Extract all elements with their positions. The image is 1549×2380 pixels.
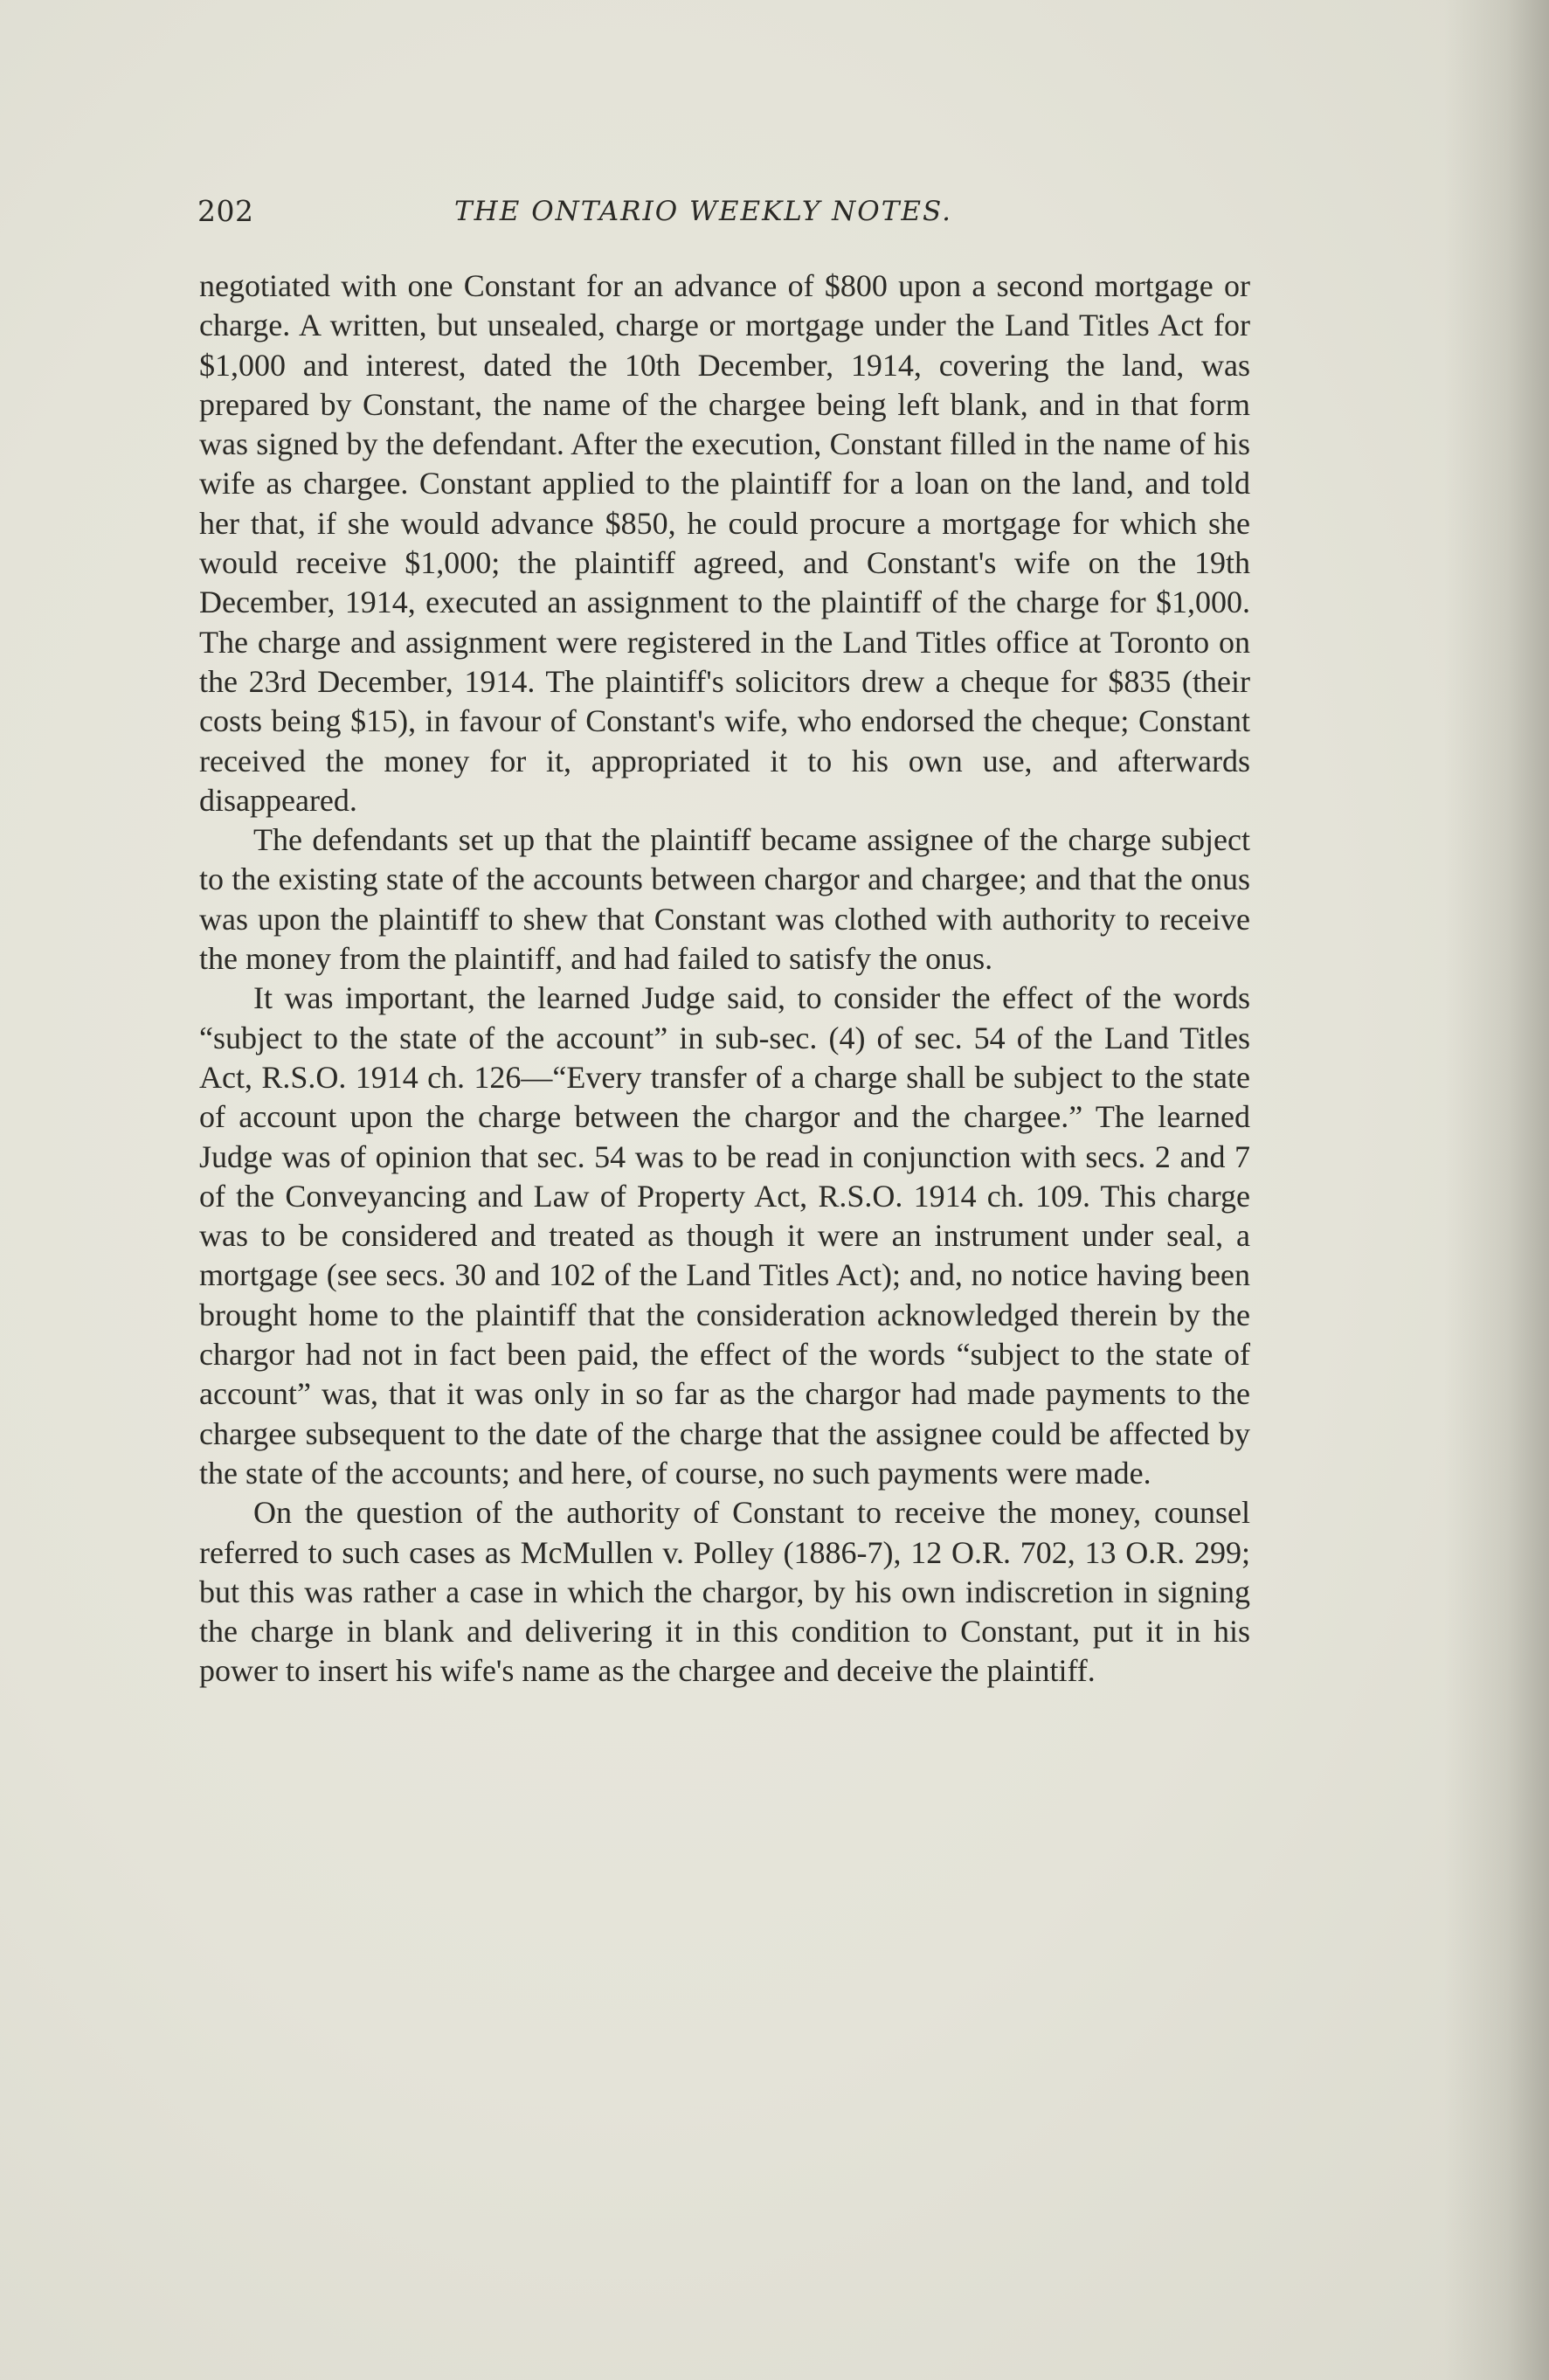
running-title: THE ONTARIO WEEKLY NOTES.	[454, 196, 952, 227]
page-header	[197, 194, 1246, 236]
page-number: 202	[197, 194, 254, 228]
paragraph-defence: The defendants set up that the plaintiff became assignee of the charge subject to the existing state of the accounts between chargor and chargee; and that the onus was upon the plaintiff to shew that Constant was clothed with authority to receive the money from the plaintiff, and had failed to satisfy the onus.	[199, 822, 1250, 977]
paragraph-judgment: It was important, the learned Judge said, to consider the effect of the words “subject to the state of the account” in sub-sec. (4) of sec. 54 of the Land Titles Act, R.S.O. 1914 ch. 126—“Every transfer of a charge shall be subject to the state of account upon the charge between the chargor and the chargee.” The learned Judge was of opinion that sec. 54 was to be read in conjunction with secs. 2 and 7 of the Conveyancing and Law of Property Act, R.S.O. 1914 ch. 109. This charge was to be considered and treated as though it were an instrument under seal, a mortgage (see secs. 30 and 102 of the Land Titles Act); and, no notice having been brought home to the plaintiff that the consideration acknowledged therein by the chargor had not in fact been paid, the effect of the words “subject to the state of account” was, that it was only in so far as the chargor had made payments to the chargee subsequent to the date of the charge that the assignee could be affected by the state of the accounts; and here, of course, no such payments were made.	[199, 980, 1250, 1491]
page-edge-shadow	[1444, 0, 1549, 2380]
body-text	[199, 266, 1250, 1692]
paragraph-authority: On the question of the authority of Constant to receive the money, counsel referred to such cases as McMullen v. Polley (1886-7), 12 O.R. 702, 13 O.R. 299; but this was rather a case in which the chargor, by his own indiscretion in signing the charge in blank and delivering it in this condition to Constant, put it in his power to insert his wife's name as the chargee and deceive the plaintiff.	[199, 1495, 1250, 1689]
paragraph-continued: negotiated with one Constant for an advance of $800 upon a second mortgage or charge. A written, but unsealed, charge or mortgage under the Land Titles Act for $1,000 and interest, dated the 10th December, 1914, covering the land, was prepared by Constant, the name of the chargee being left blank, and in that form was signed by the defendant. After the execution, Constant filled in the name of his wife as chargee. Constant applied to the plaintiff for a loan on the land, and told her that, if she would advance $850, he could procure a mortgage for which she would receive $1,000; the plaintiff agreed, and Constant's wife on the 19th December, 1914, executed an assignment to the plaintiff of the charge for $1,000. The charge and assignment were registered in the Land Titles office at Toronto on the 23rd December, 1914. The plaintiff's solicitors drew a cheque for $835 (their costs being $15), in favour of Constant's wife, who endorsed the cheque; Constant received the money for it, appropriated it to his own use, and afterwards disappeared.	[199, 268, 1250, 818]
